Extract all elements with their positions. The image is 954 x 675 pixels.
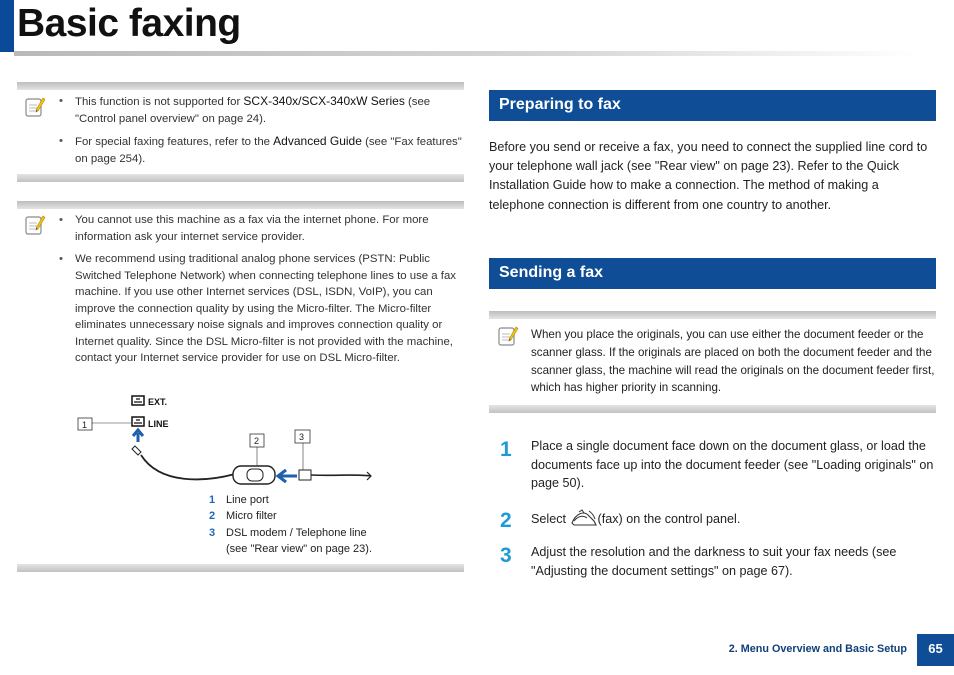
line-port-icon [132,417,144,426]
step-text: Place a single document face down on the document glass, or load the documents face up into the document feeder (see "Loading originals" on page 50). [531,439,934,491]
pencil-note-icon [497,325,519,347]
note-band-top [17,82,464,90]
step-text: Adjust the resolution and the darkness to suit your fax needs (see "Adjusting the document settings" on page 67). [531,545,897,578]
legend-item: 2 Micro filter [209,510,277,523]
preparing-paragraph: Before you send or receive a fax, you need to connect the supplied line cord to your telephone wall jack (see "Rear view" on page 23). Refer to the Quick Installation Guide how to make a connection. The method of making a telephone connection is different from one country to another. [489,140,928,212]
note-list [57,93,464,173]
list-item: • This function is not supported for SCX-340x/SCX-340xW Series (see "Control panel overview" on page 24). [57,93,464,127]
list-item: • We recommend using traditional analog phone services (PSTN: Public Switched Telephone Network) when connecting telephone lines to use a fax machine. If you use other Internet services (DSL, ISDN, VoIP), you can improve the connection quality by using the Micro-filter. The Micro-filter eliminates unnecessary noise signals and improves connection quality or Internet quality. Since the DSL Micro-filter is not provided with the machine, contact your Internet service provider for use on DSL Micro-filter. [57,251,464,367]
fax-icon [570,509,598,527]
pencil-note-icon [24,214,46,236]
step-number: 3 [500,544,512,567]
page-number: 65 [917,634,954,666]
connect-arrow-icon [278,470,297,482]
rj11-plug-icon [299,470,311,480]
line-label: LINE [148,419,169,429]
note-band-bottom [489,405,936,413]
note-band-top [489,311,936,319]
svg-text:1: 1 [82,420,88,430]
diagram-legend [209,492,372,557]
svg-text:3: 3 [299,432,305,442]
list-item: • You cannot use this machine as a fax via the internet phone. For more information ask your internet service provider. [57,212,464,245]
legend-item: 3 DSL modem / Telephone line [209,526,367,539]
note-box-originals [489,311,936,413]
svg-text:2: 2 [254,436,260,446]
connect-arrow-icon [133,430,143,442]
note-band-top [17,201,464,209]
section-heading-preparing: Preparing to fax [489,90,936,121]
phone-line [311,475,371,476]
note-list [57,212,464,373]
ext-port-icon [132,396,144,405]
step-number: 1 [500,438,512,461]
footer-chapter: 2. Menu Overview and Basic Setup [728,643,907,655]
legend-item: 1 Line port [209,494,269,506]
dsl-connection-diagram [75,390,385,486]
legend-item: (see "Rear view" on page 23). [226,542,372,555]
title-divider [14,51,919,56]
title-accent-bar [0,0,14,52]
pencil-note-icon [24,96,46,118]
note-band-bottom [17,564,464,572]
rj11-plug-icon [132,446,141,455]
section-heading-sending: Sending a fax [489,258,936,289]
note-band-bottom [17,174,464,182]
step-text: Select (fax) on the control panel. [531,509,936,529]
note-box-support [17,82,464,182]
step-number: 2 [500,509,512,532]
ext-label: EXT. [148,397,168,407]
phone-cable [141,455,235,479]
originals-note-text: When you place the originals, you can use either the document feeder or the scanner glass. If the originals are placed on both the document feeder and the scanner glass, the machine will read the originals on the document feeder first, which has higher priority in scanning. [531,328,935,395]
list-item: • For special faxing features, refer to the Advanced Guide (see "Fax features" on page 254). [57,133,464,167]
page-title: Basic faxing [17,2,241,45]
